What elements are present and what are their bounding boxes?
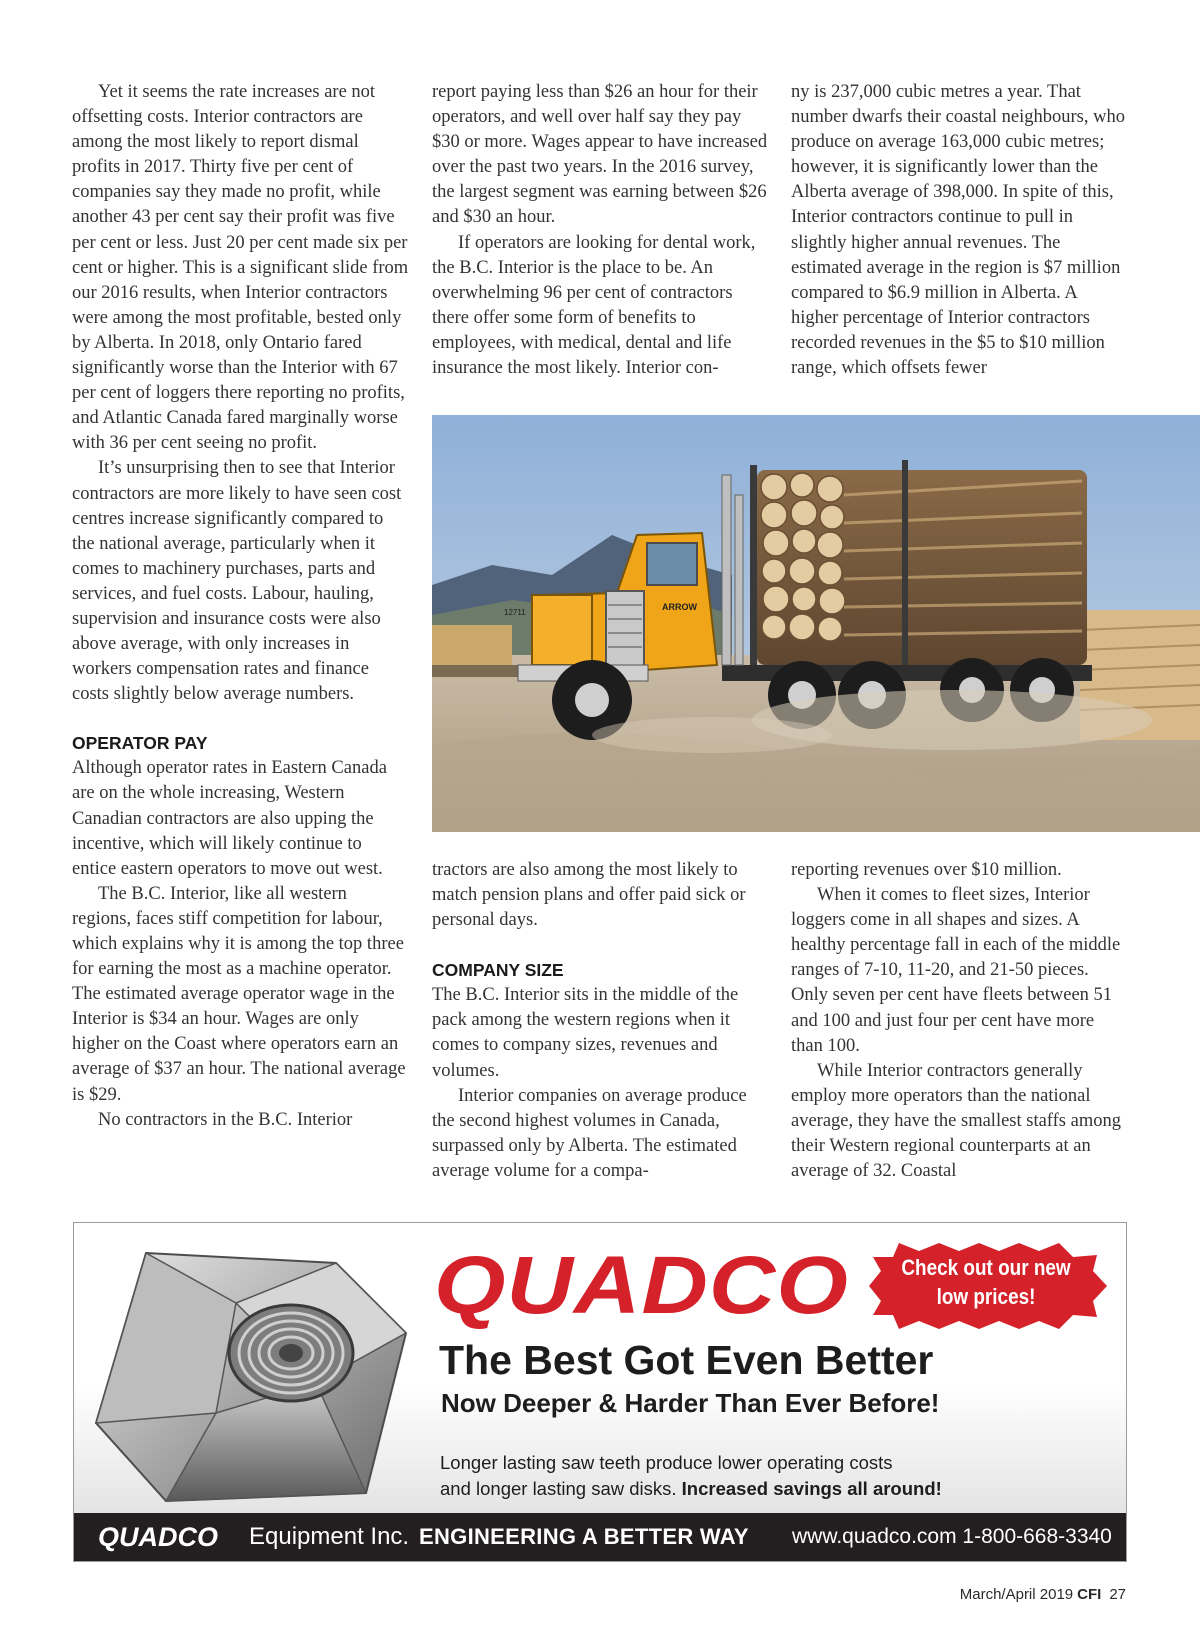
page-number: 27 (1109, 1586, 1126, 1603)
article-column-right-bottom (791, 858, 1127, 1184)
ad-subheadline: Now Deeper & Harder Than Ever Before! (441, 1388, 940, 1418)
ad-headline: The Best Got Even Better (439, 1337, 934, 1383)
price-burst-text (879, 1253, 1094, 1311)
ad-footer-bar (74, 1513, 1126, 1561)
article-column-middle-top (432, 80, 768, 381)
paragraph: Yet it seems the rate increases are not offsetting costs. Interior contractors are among the most likely to report dismal profits in 2017. Thirty five per cent of companies say they made no profit, while another 43 per cent say their profit was five per cent or less. Just 20 per cent made six per cent or higher. This is a significant slide from our 2016 results, when Interior contractors were among the most profitable, bested only by Alberta. In 2018, only Ontario fared significantly worse than the Interior with 67 per cent of loggers there reporting no profits, and Atlantic Canada fared marginally worse with 36 per cent seeing no profit. (72, 82, 409, 454)
paragraph: report paying less than $26 an hour for their operators, and well over half say they pay $30 or more. Wages appear to have increased over the past two years. In the 2016 survey, the largest segment was earning between $26 and $30 an hour. (432, 82, 768, 228)
paragraph: Interior companies on average produce the second highest volumes in Canada, surpassed only by Alberta. The estimated average volume for a compa- (432, 1085, 747, 1181)
logging-truck-photo (432, 415, 1200, 832)
paragraph: reporting revenues over $10 million. (791, 860, 1062, 880)
article-column-right-top (791, 80, 1127, 381)
truck-number-text: 12711 (504, 608, 526, 617)
ad-footer-brand: QUADCO (98, 1522, 218, 1552)
paragraph: If operators are looking for dental work, the B.C. Interior is the place to be. An overwhelming 96 per cent of contractors there offer some form of benefits to employees, with medical, dental and life insurance the most likely. Interior con- (432, 232, 756, 379)
ad-body-line-2-bold: Increased savings all around! (681, 1478, 942, 1499)
page-footer (960, 1586, 1126, 1603)
paragraph: The B.C. Interior sits in the middle of the pack among the western regions when it comes to company sizes, revenues and volumes. (432, 985, 739, 1081)
truck-brand-text: ARROW (662, 602, 697, 612)
ad-body-line-1: Longer lasting saw teeth produce lower operating costs (440, 1452, 893, 1473)
magazine-name: CFI (1077, 1586, 1102, 1603)
burst-line-2: low prices! (936, 1284, 1036, 1309)
paragraph: No contractors in the B.C. Interior (98, 1109, 353, 1130)
article-column-left (72, 80, 410, 1133)
ad-body-line-2-plain: and longer lasting saw disks. (440, 1478, 677, 1499)
paragraph: tractors are also among the most likely to match pension plans and offer paid sick or personal days. (432, 860, 746, 931)
quadco-advertisement[interactable] (73, 1222, 1127, 1562)
paragraph: The B.C. Interior, like all western regions, faces stiff competition for labour, which explains why it is among the top three for earning the most as a machine operator. The estimated average operator wage in the Interior is $34 an hour. Wages are only higher on the Coast where operators earn an average of $37 an hour. The national average is $29. (72, 883, 406, 1105)
saw-tooth-bolt-image (86, 1243, 416, 1511)
ad-footer-contact-link[interactable]: www.quadco.com 1-800-668-3340 (792, 1525, 1112, 1548)
ad-footer-company: Equipment Inc. (249, 1523, 410, 1550)
paragraph: Although operator rates in Eastern Canada are on the whole increasing, Western Canadian contractors are also upping the incentive, which will likely continue to entice eastern operators to move out west. (72, 758, 387, 879)
section-heading-operator-pay: OPERATOR PAY (72, 733, 208, 754)
quadco-logo: QUADCO (434, 1240, 849, 1331)
burst-line-1: Check out our new (901, 1255, 1071, 1280)
issue-date: March/April 2019 (959, 1586, 1074, 1603)
ad-body-text (440, 1450, 942, 1502)
paragraph: While Interior contractors generally employ more operators than the national average, they have the smallest staffs among their Western regional counterparts at an average of 32. Coastal (791, 1060, 1121, 1182)
paragraph: When it comes to fleet sizes, Interior loggers come in all shapes and sizes. A healthy percentage fall in each of the middle ranges of 7-10, 11-20, and 21-50 pieces. Only seven per cent have fleets between 51 and 100 and just four per cent have more than 100. (791, 885, 1121, 1056)
section-heading-company-size: COMPANY SIZE (432, 960, 564, 981)
paragraph: ny is 237,000 cubic metres a year. That number dwarfs their coastal neighbours, who produce on average 163,000 cubic metres; however, it is significantly lower than the Alberta average of 398,000. In spite of this, Interior contractors continue to pull in slightly higher annual revenues. The estimated average in the region is $7 million compared to $6.9 million in Alberta. A higher percentage of Interior contractors recorded revenues in the $5 to $10 million range, which offsets fewer (791, 82, 1125, 379)
ad-body-line-2 (440, 1476, 942, 1502)
article-column-middle-bottom (432, 858, 768, 1184)
paragraph: It’s unsurprising then to see that Interior contractors are more likely to have seen cost centres increase significantly compared to the national average, particularly when it comes to machinery purchases, parts and services, and fuel costs. Labour, hauling, supervision and insurance costs were also above average, with only increases in workers compensation rates and finance costs slightly below average numbers. (72, 458, 402, 705)
ad-footer-tagline: ENGINEERING A BETTER WAY (419, 1524, 749, 1549)
